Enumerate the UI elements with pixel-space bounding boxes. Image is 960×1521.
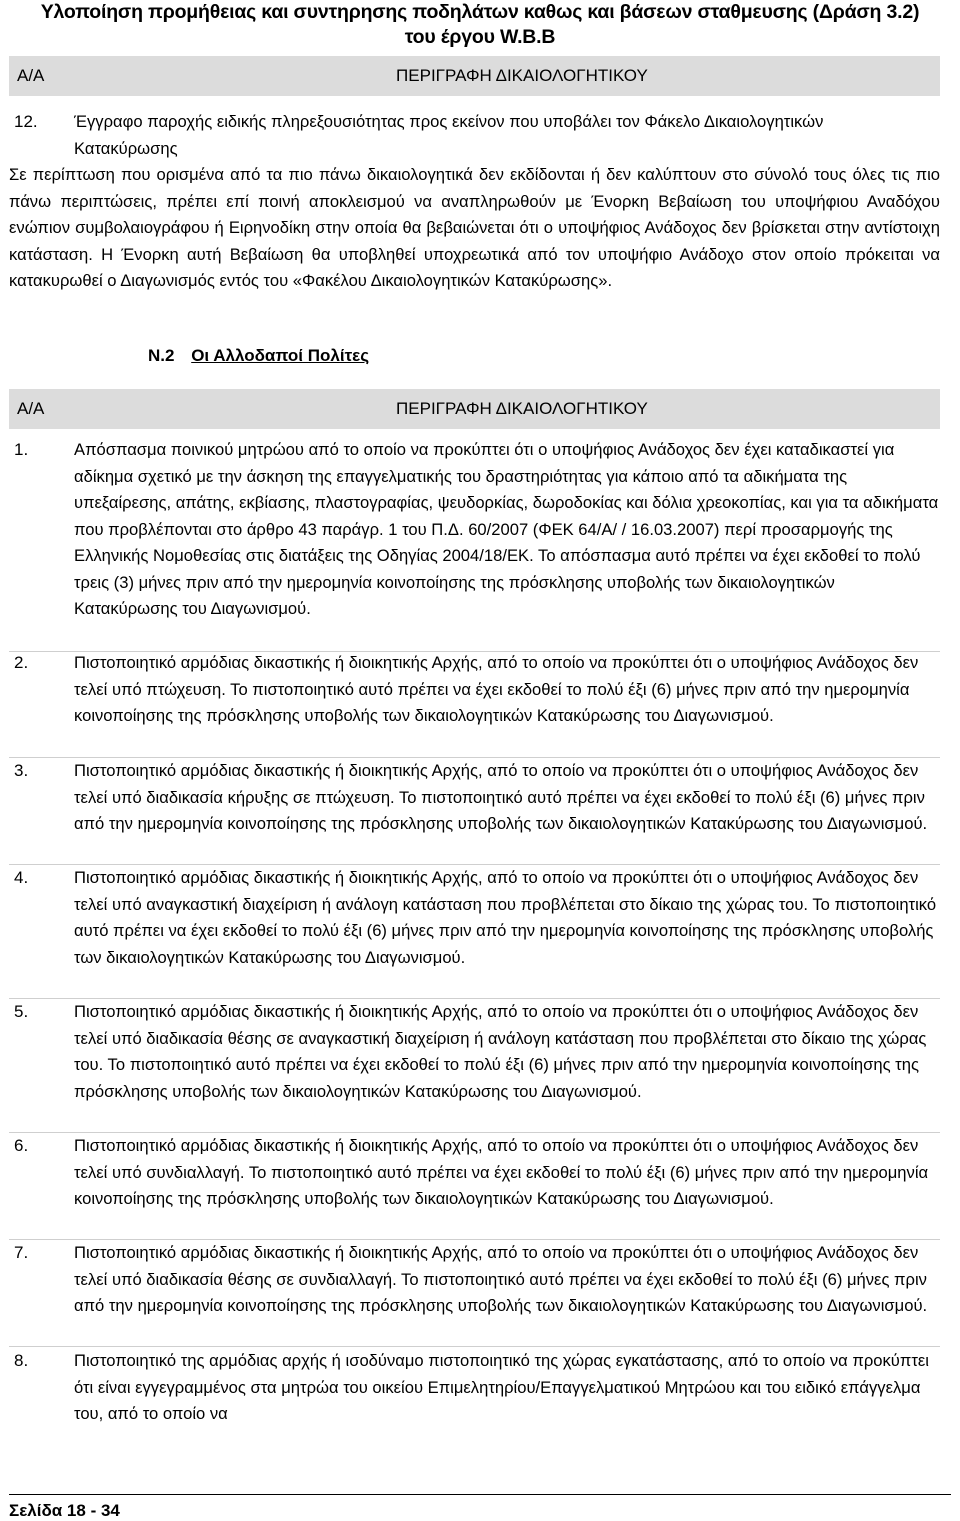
document-title-line2: του έργου W.B.B (404, 26, 556, 48)
table1-item12-number: 12. (14, 112, 38, 131)
section-number: Ν.2 (148, 346, 175, 365)
section-heading (148, 346, 369, 366)
row-divider (9, 1346, 940, 1347)
document-title (0, 0, 960, 50)
table2-col-aa: Α/Α (17, 399, 45, 418)
body-paragraph: Σε περίπτωση που ορισμένα από τα πιο πάνω δικαιολογητικά δεν εκδίδονται ή δεν καλύπτουν στο σύνολό τους όλες τις πιο πάνω περιπτώσεις, πρέπει επί ποινή αποκλεισμού να αναπληρωθούν με Ένορκη Βεβαίωση του υποψήφιου Αναδόχου ενώπιον συμβολαιογράφου ή Ειρηνοδίκη στην οποία θα βεβαιώνεται ότι ο υποψήφιος Ανάδοχος δεν βρίσκεται στην αντίστοιχη κατάσταση. Η Ένορκη αυτή Βεβαίωση θα υποβληθεί υποχρεωτικά από τον υποψήφιο Ανάδοχο στον οποίο πρόκειται να κατακυρωθεί ο Διαγωνισμός εντός του «Φακέλου Δικαιολογητικών Κατακύρωσης». (9, 165, 940, 290)
table2-item-number: 2. (14, 653, 29, 672)
table2-item-text: Πιστοποιητικό αρμόδιας δικαστικής ή διοικητικής Αρχής, από το οποίο να προκύπτει ότι ο υποψήφιος Ανάδοχος δεν τελεί υπό πτώχευση. Το πιστοποιητικό αυτό πρέπει να έχει εκδοθεί το πολύ έξι (6) μήνες πριν από την ημερομηνία κοινοποίησης της πρόσκλησης υποβολής των δικαιολογητικών Κατακύρωσης του Διαγωνισμού. (74, 653, 919, 725)
table2-item-number: 5. (14, 1002, 29, 1021)
table2-item-number: 6. (14, 1136, 29, 1155)
table2-item-text: Πιστοποιητικό αρμόδιας δικαστικής ή διοικητικής Αρχής, από το οποίο να προκύπτει ότι ο υποψήφιος Ανάδοχος δεν τελεί υπό διαδικασία κήρυξης σε πτώχευση. Το πιστοποιητικό αυτό πρέπει να έχει εκδοθεί το πολύ έξι (6) μήνες πριν από την ημερομηνία κοινοποίησης της πρόσκλησης υποβολής των δικαιολογητικών Κατακύρωσης του Διαγωνισμού. (74, 761, 928, 833)
table2-header (9, 389, 940, 429)
table2-item-number: 4. (14, 868, 29, 887)
table2-item-text: Πιστοποιητικό αρμόδιας δικαστικής ή διοικητικής Αρχής, από το οποίο να προκύπτει ότι ο υποψήφιος Ανάδοχος δεν τελεί υπό διαδικασία θέσης σε συνδιαλλαγή. Το πιστοποιητικό αυτό πρέπει να έχει εκδοθεί το πολύ έξι (6) μήνες πριν από την ημερομηνία κοινοποίησης της πρόσκλησης υποβολής των δικαιολογητικών Κατακύρωσης του Διαγωνισμού. (74, 1243, 928, 1315)
page-number: Σελίδα 18 - 34 (9, 1501, 120, 1520)
table2-col-desc: ΠΕΡΙΓΡΑΦΗ ΔΙΚΑΙΟΛΟΓΗΤΙΚΟΥ (396, 399, 648, 418)
table1-col-aa: Α/Α (17, 66, 45, 85)
table2-item-text: Απόσπασμα ποινικού μητρώου από το οποίο να προκύπτει ότι ο υποψήφιος Ανάδοχος δεν έχει καταδικαστεί για αδίκημα σχετικό με την άσκηση της επαγγελματικής του δραστηριότητας για κάποιο από τα αδικήματα της υπεξαίρεσης, απάτης, εκβίασης, πλαστογραφίας, ψευδορκίας, δωροδοκίας και δόλια χρεοκοπίας, και για τα αδικήματα που προβλέπονται στο άρθρο 43 παράγρ. 1 του Π.Δ. 60/2007 (ΦΕΚ 64/Α/ / 16.03.2007) περί προσαρμογής της Ελληνικής Νομοθεσίας στις διατάξεις της Οδηγίας 2004/18/ΕΚ. Το απόσπασμα αυτό πρέπει να έχει εκδοθεί το πολύ τρεις (3) μήνες πριν από την ημερομηνία κοινοποίησης της πρόσκλησης υποβολής των δικαιολογητικών Κατακύρωσης του Διαγωνισμού. (74, 440, 939, 618)
table2-item-text: Πιστοποιητικό αρμόδιας δικαστικής ή διοικητικής Αρχής, από το οποίο να προκύπτει ότι ο υποψήφιος Ανάδοχος δεν τελεί υπό αναγκαστική διαχείριση ή ανάλογη κατάσταση που προβλέπεται στο δίκαιο της χώρας του. Το πιστοποιητικό αυτό πρέπει να έχει εκδοθεί το πολύ έξι (6) μήνες πριν από την ημερομηνία κοινοποίησης της πρόσκλησης υποβολής των δικαιολογητικών Κατακύρωσης του Διαγωνισμού. (74, 868, 937, 967)
table2-item-number: 1. (14, 440, 29, 459)
table1-header (9, 56, 940, 96)
table2-item-number: 7. (14, 1243, 29, 1262)
table1-item12-text: Έγγραφο παροχής ειδικής πληρεξουσιότητας προς εκείνον που υποβάλει τον Φάκελο Δικαιολογητικών Κατακύρωσης (74, 112, 824, 158)
table2-item-text: Πιστοποιητικό της αρμόδιας αρχής ή ισοδύναμο πιστοποιητικό της χώρας εγκατάστασης, από το οποίο να προκύπτει ότι είναι εγγεγραμμένος στα μητρώα του οικείου Επιμελητηρίου/Επαγγελματικού Μητρώου και του ειδικό επάγγελμα του, από το οποίο να (74, 1351, 929, 1423)
table2-item-number: 8. (14, 1351, 29, 1370)
table2-item-text: Πιστοποιητικό αρμόδιας δικαστικής ή διοικητικής Αρχής, από το οποίο να προκύπτει ότι ο υποψήφιος Ανάδοχος δεν τελεί υπό διαδικασία θέσης σε αναγκαστική διαχείριση ή ανάλογη κατάσταση που προβλέπεται στο δίκαιο της χώρας του. Το πιστοποιητικό αυτό πρέπει να έχει εκδοθεί το πολύ έξι (6) μήνες πριν από την ημερομηνία κοινοποίησης της πρόσκλησης υποβολής των δικαιολογητικών Κατακύρωσης του Διαγωνισμού. (74, 1002, 927, 1101)
footer-divider (9, 1494, 951, 1495)
table1-col-desc: ΠΕΡΙΓΡΑΦΗ ΔΙΚΑΙΟΛΟΓΗΤΙΚΟΥ (396, 66, 648, 85)
document-title-line1: Υλοποίηση προμήθειας και συντηρησης ποδηλάτων καθως και βάσεων σταθμευσης (Δράση 3.2) (40, 1, 920, 23)
table2-item-number: 3. (14, 761, 29, 780)
section-title: Οι Αλλοδαποί Πολίτες (191, 346, 370, 365)
table2-item-text: Πιστοποιητικό αρμόδιας δικαστικής ή διοικητικής Αρχής, από το οποίο να προκύπτει ότι ο υποψήφιος Ανάδοχος δεν τελεί υπό συνδιαλλαγή. Το πιστοποιητικό αυτό πρέπει να έχει εκδοθεί το πολύ έξι (6) μήνες πριν από την ημερομηνία κοινοποίησης της πρόσκλησης υποβολής των δικαιολογητικών Κατακύρωσης του Διαγωνισμού. (74, 1136, 929, 1208)
